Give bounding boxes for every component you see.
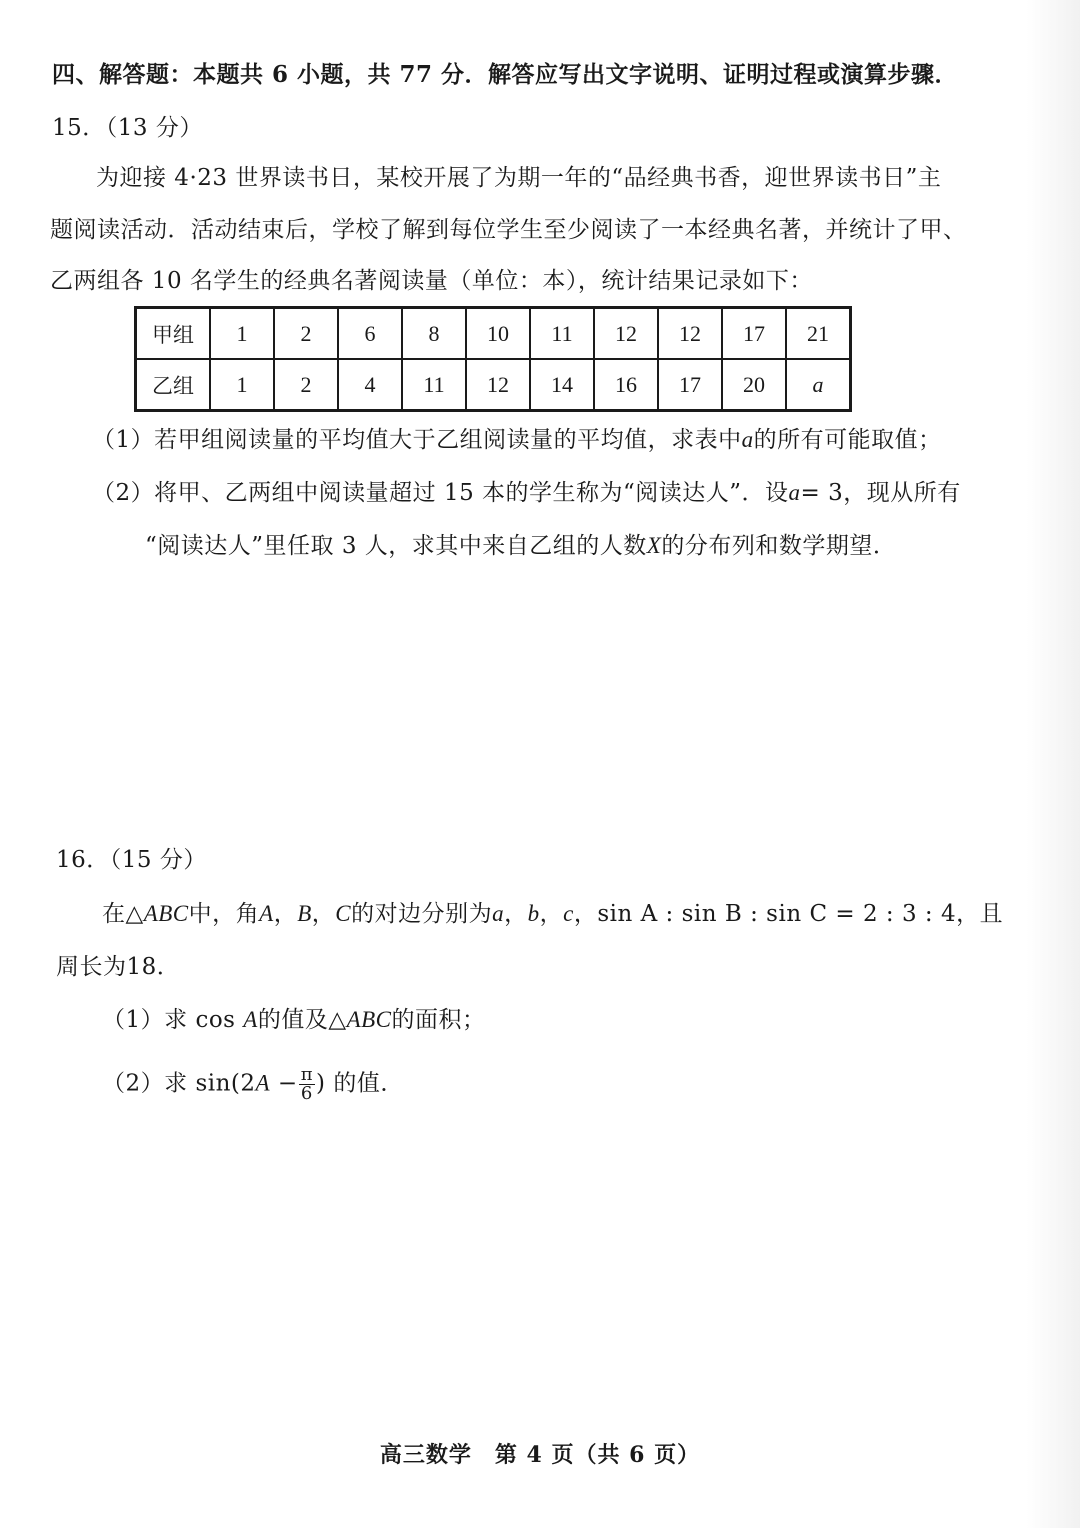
- q16-opposite-text: 的对边分别为: [351, 901, 493, 927]
- q16-var-b: b: [527, 901, 540, 926]
- q16-var-a: a: [492, 901, 505, 926]
- q16-sine-ratio: sin A : sin B : sin C = 2 : 3 : 4，且: [597, 901, 1004, 927]
- q15-part2-prefix: （2）将甲、乙两组中阅读量超过 15 本的学生称为“阅读达人”．设: [92, 480, 789, 506]
- q16-comma: ，: [273, 901, 298, 927]
- table-cell: 21: [786, 308, 851, 360]
- q16-part2-suffix: ) 的值．: [316, 1070, 404, 1097]
- q16-comma: ，: [504, 901, 528, 927]
- table-cell: 12: [658, 308, 722, 360]
- q16-part1-var-A: A: [243, 1007, 258, 1032]
- q15-part2-var-a: a: [788, 480, 801, 505]
- table-cell: 12: [466, 359, 530, 411]
- q15-part2-line2: [145, 531, 896, 561]
- q15-part2-line2-suffix: 的分布列和数学期望．: [661, 533, 897, 559]
- q16-var-C: C: [335, 901, 352, 926]
- q16-var-c: c: [563, 901, 574, 926]
- table-row-label: 乙组: [136, 359, 211, 411]
- table-cell: 4: [338, 359, 402, 411]
- q16-part2-var-A: A: [255, 1070, 271, 1096]
- q16-part2-prefix: （2）求 sin(2: [102, 1070, 256, 1097]
- q15-part1: [92, 425, 942, 455]
- q16-number: 16．（15 分）: [56, 847, 207, 873]
- q16-line1: [102, 899, 1003, 929]
- table-row-label: 甲组: [136, 308, 211, 360]
- q16-var-A: A: [259, 901, 274, 926]
- table-cell: 10: [466, 308, 530, 360]
- table-cell: 12: [594, 308, 658, 360]
- q15-intro-line1: 为迎接 4·23 世界读书日，某校开展了为期一年的“品经典书香，迎世界读书日”主: [96, 165, 942, 191]
- q15-part2-var-x: X: [646, 533, 662, 558]
- q15-number: 15．（13 分）: [52, 115, 203, 141]
- q16-abc: ABC: [143, 901, 189, 926]
- table-row-yi: [136, 359, 851, 411]
- q16-part1-mid: 的值及△: [257, 1007, 347, 1033]
- q16-comma: ，: [539, 901, 564, 927]
- pi-over-six-fraction: [299, 1066, 315, 1103]
- q16-line2: 周长为18．: [56, 954, 181, 980]
- table-cell: 20: [722, 359, 786, 411]
- table-cell: 8: [402, 308, 466, 360]
- q15-part2-eq: = 3，现从所有: [800, 480, 961, 506]
- q16-angle-text: 中，角: [188, 901, 260, 927]
- q16-comma: ，: [573, 901, 598, 927]
- table-cell: 17: [658, 359, 722, 411]
- table-cell: 1: [210, 308, 274, 360]
- table-row-jia: [136, 308, 851, 360]
- q15-part2-line1: [92, 478, 961, 508]
- q16-part1-prefix: （1）求 cos: [102, 1007, 236, 1033]
- q15-part1-var: a: [741, 427, 754, 452]
- q15-part1-prefix: （1）若甲组阅读量的平均值大于乙组阅读量的平均值，求表中: [92, 427, 742, 453]
- q16-comma: ，: [311, 901, 336, 927]
- fraction-numerator: π: [300, 1064, 314, 1085]
- page-footer: 高三数学 第 4 页（共 6 页）: [379, 1442, 701, 1468]
- table-cell: 11: [402, 359, 466, 411]
- q15-intro-line3: 乙两组各 10 名学生的经典名著阅读量（单位：本），统计结果记录如下：: [50, 268, 813, 294]
- table-cell: 2: [274, 308, 338, 360]
- q15-part2-line2-prefix: “阅读达人”里任取 3 人，求其中来自乙组的人数: [145, 533, 647, 559]
- fraction-denominator: 6: [300, 1083, 313, 1104]
- q16-var-B: B: [297, 901, 312, 926]
- q15-intro-line2: 题阅读活动．活动结束后，学校了解到每位学生至少阅读了一本经典名著，并统计了甲、: [50, 217, 967, 243]
- section-heading: 四、解答题：本题共 6 小题，共 77 分．解答应写出文字说明、证明过程或演算步骤．: [52, 61, 959, 88]
- table-cell: 14: [530, 359, 594, 411]
- q16-triangle-prefix: 在△: [102, 901, 144, 927]
- table-cell: 1: [210, 359, 274, 411]
- table-cell-variable: a: [786, 359, 851, 411]
- q16-part2-minus: −: [270, 1070, 298, 1097]
- table-cell: 11: [530, 308, 594, 360]
- q16-part1: [102, 1005, 486, 1035]
- table-cell: 16: [594, 359, 658, 411]
- table-cell: 6: [338, 308, 402, 360]
- q16-part1-suffix: 的面积；: [391, 1007, 486, 1033]
- q16-part2: [102, 1066, 404, 1103]
- table-cell: 17: [722, 308, 786, 360]
- q15-part1-suffix: 的所有可能取值；: [753, 427, 942, 453]
- table-cell: 2: [274, 359, 338, 411]
- q16-part1-abc: ABC: [346, 1007, 392, 1032]
- reading-table: [134, 306, 852, 412]
